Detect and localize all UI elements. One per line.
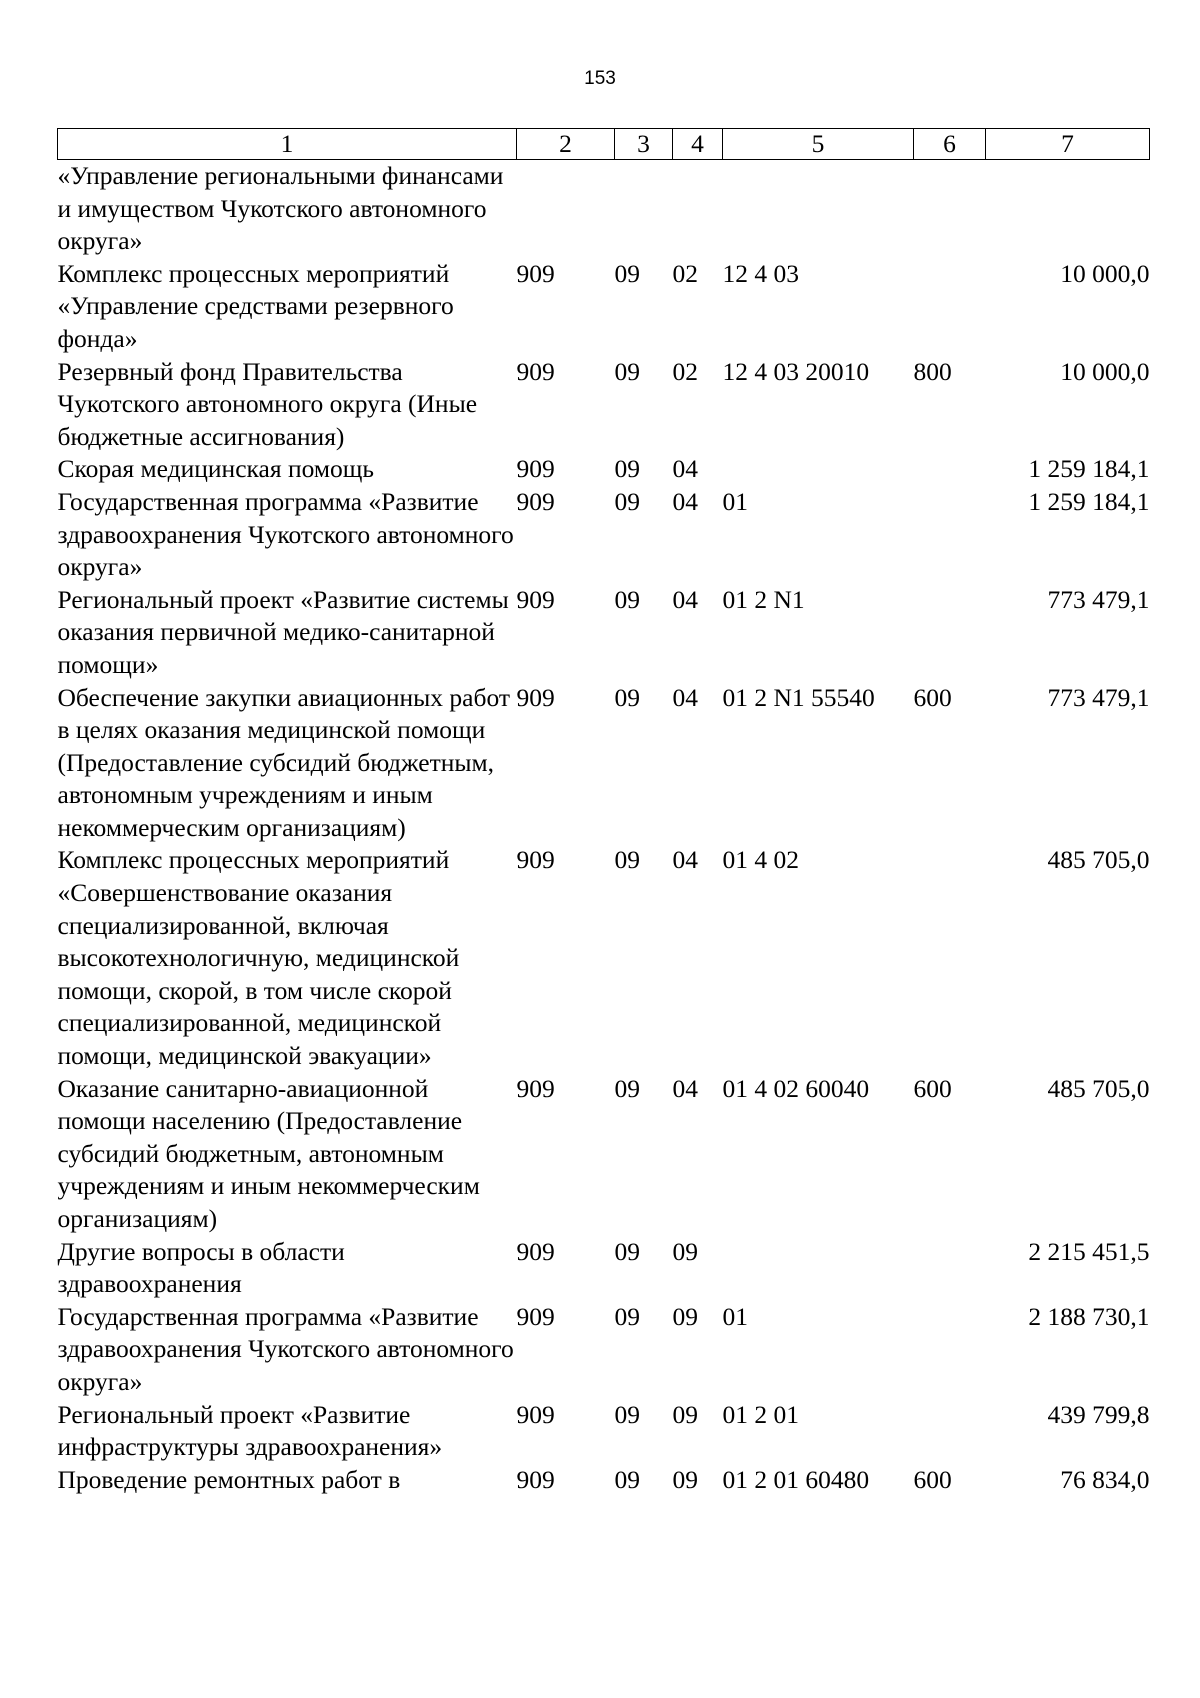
page-number: 153 [584, 68, 616, 89]
header-cell-2: 2 [517, 129, 615, 160]
table-row [58, 1301, 1150, 1399]
row-csr: 12 4 03 20010 [722, 356, 870, 386]
row-vr [914, 486, 986, 584]
row-vr: 800 [913, 356, 952, 386]
header-cell-3: 3 [615, 129, 673, 160]
table-row [58, 258, 1150, 356]
row-csr: 01 [722, 486, 748, 516]
row-rz: 09 [614, 845, 640, 875]
row-ved: 909 [516, 1301, 555, 1331]
row-name: «Управление региональными финансами и имуществом Чукотского автономного округа» [57, 161, 504, 256]
row-pr: 04 [672, 845, 698, 875]
row-pr: 04 [672, 1073, 698, 1103]
row-pr: 02 [672, 258, 698, 288]
row-rz: 09 [614, 1464, 640, 1494]
row-sum: 76 834,0 [1060, 1464, 1150, 1494]
row-vr [914, 844, 986, 1072]
table-row [58, 1073, 1150, 1236]
table-row [58, 1236, 1150, 1301]
row-pr: 09 [672, 1399, 698, 1429]
row-vr [914, 1236, 986, 1301]
row-name: Региональный проект «Развитие системы оказания первичной медико-санитарной помощи» [57, 584, 509, 679]
row-rz: 09 [614, 356, 640, 386]
header-cell-1: 1 [58, 129, 517, 160]
table-row [58, 160, 1150, 258]
row-rz: 09 [614, 1236, 640, 1266]
row-csr: 01 4 02 [722, 845, 799, 875]
row-pr: 04 [672, 584, 698, 614]
row-pr: 04 [672, 486, 698, 516]
row-vr [914, 453, 986, 486]
row-rz: 09 [614, 454, 640, 484]
row-rz: 09 [614, 1399, 640, 1429]
table-row [58, 356, 1150, 454]
row-name: Скорая медицинская помощь [57, 454, 375, 484]
header-cell-6: 6 [914, 129, 986, 160]
row-name: Комплекс процессных мероприятий «Управление средствами резервного фонда» [57, 258, 454, 353]
row-name: Региональный проект «Развитие инфраструктуры здравоохранения» [57, 1399, 443, 1462]
row-ved: 909 [516, 258, 555, 288]
row-rz: 09 [614, 486, 640, 516]
row-name: Комплекс процессных мероприятий «Совершенствование оказания специализированной, включая высокотехнологичную, медицинской помощи, скорой, в том числе скорой специализированной, медицинской помощи, медицинской эвакуации» [57, 845, 460, 1071]
row-pr: 04 [672, 454, 698, 484]
row-name: Другие вопросы в области здравоохранения [57, 1236, 345, 1299]
row-name: Оказание санитарно-авиационной помощи населению (Предоставление субсидий бюджетным, автономным учреждениям и иным некоммерческим организациям) [57, 1073, 480, 1233]
row-csr [723, 160, 914, 258]
row-rz: 09 [614, 682, 640, 712]
header-cell-7: 7 [986, 129, 1150, 160]
table-row [58, 844, 1150, 1072]
row-vr [914, 258, 986, 356]
row-ved: 909 [516, 1073, 555, 1103]
row-vr: 600 [913, 1464, 952, 1494]
row-sum: 773 479,1 [1047, 584, 1150, 614]
row-rz: 09 [614, 584, 640, 614]
row-csr: 01 4 02 60040 [722, 1073, 870, 1103]
header-cell-5: 5 [723, 129, 914, 160]
table-header-row [58, 129, 1150, 160]
row-csr: 01 2 01 [722, 1399, 799, 1429]
row-sum: 1 259 184,1 [1028, 454, 1150, 484]
row-rz [615, 160, 673, 258]
row-pr: 09 [672, 1236, 698, 1266]
table-row [58, 584, 1150, 682]
table-row [58, 1399, 1150, 1464]
row-name: Государственная программа «Развитие здравоохранения Чукотского автономного округа» [57, 486, 514, 582]
row-ved: 909 [516, 584, 555, 614]
row-pr: 04 [672, 682, 698, 712]
row-sum: 10 000,0 [1060, 258, 1150, 288]
header-cell-4: 4 [673, 129, 723, 160]
row-rz: 09 [614, 258, 640, 288]
row-ved: 909 [516, 1399, 555, 1429]
row-vr: 600 [913, 682, 952, 712]
table-row [58, 682, 1150, 845]
row-csr [723, 453, 914, 486]
row-name: Проведение ремонтных работ в [57, 1464, 401, 1494]
row-name: Государственная программа «Развитие здравоохранения Чукотского автономного округа» [57, 1301, 514, 1396]
row-ved: 909 [516, 454, 555, 484]
row-sum: 2 215 451,5 [1028, 1236, 1150, 1266]
row-ved: 909 [516, 356, 555, 386]
row-vr [914, 1399, 986, 1464]
row-vr [914, 584, 986, 682]
row-pr: 09 [672, 1301, 698, 1331]
budget-table [57, 128, 1150, 1496]
table-row [58, 1464, 1150, 1497]
row-ved: 909 [516, 682, 555, 712]
row-sum: 485 705,0 [1047, 845, 1150, 875]
row-csr: 01 2 01 60480 [722, 1464, 870, 1494]
table-row [58, 486, 1150, 584]
row-csr: 01 2 N1 [722, 584, 805, 614]
row-csr: 01 [722, 1301, 748, 1331]
row-rz: 09 [614, 1073, 640, 1103]
row-sum: 2 188 730,1 [1028, 1301, 1150, 1331]
row-sum: 439 799,8 [1047, 1399, 1150, 1429]
row-ved: 909 [516, 1236, 555, 1266]
row-vr [914, 1301, 986, 1399]
row-ved [517, 160, 615, 258]
row-ved: 909 [516, 845, 555, 875]
row-sum [986, 160, 1150, 258]
row-vr: 600 [913, 1073, 952, 1103]
row-sum: 773 479,1 [1047, 682, 1150, 712]
row-pr: 02 [672, 356, 698, 386]
row-sum: 1 259 184,1 [1028, 486, 1150, 516]
row-csr [723, 1236, 914, 1301]
row-csr: 12 4 03 [722, 258, 799, 288]
row-csr: 01 2 N1 55540 [722, 682, 875, 712]
row-name: Обеспечение закупки авиационных работ в целях оказания медицинской помощи (Предоставление субсидий бюджетным, автономным учреждениям и иным некоммерческим организациям) [57, 682, 511, 842]
row-sum: 485 705,0 [1047, 1073, 1150, 1103]
row-sum: 10 000,0 [1060, 356, 1150, 386]
row-name: Резервный фонд Правительства Чукотского автономного округа (Иные бюджетные ассигнования) [57, 356, 478, 451]
row-ved: 909 [516, 486, 555, 516]
row-pr [673, 160, 723, 258]
row-vr [914, 160, 986, 258]
table-row [58, 453, 1150, 486]
row-ved: 909 [516, 1464, 555, 1494]
row-rz: 09 [614, 1301, 640, 1331]
row-pr: 09 [672, 1464, 698, 1494]
